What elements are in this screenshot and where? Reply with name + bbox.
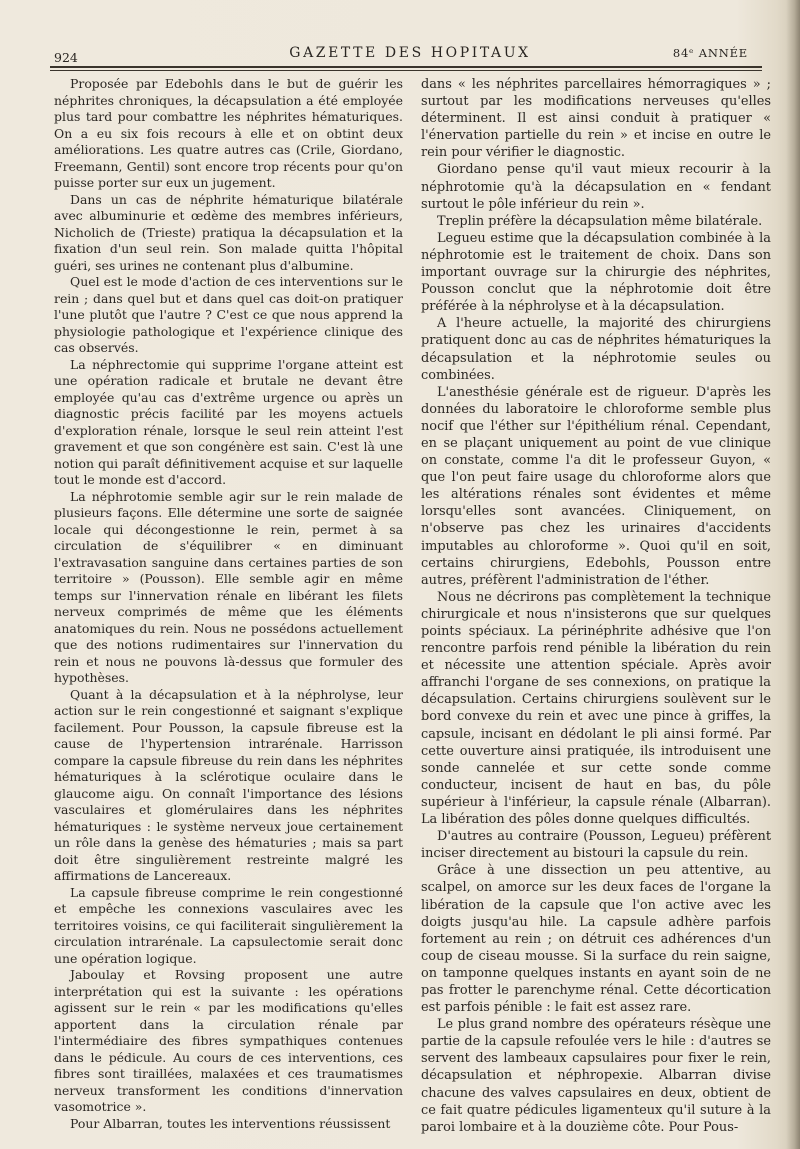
- paragraph: Grâce à une dissection un peu attentive, au scalpel, on amorce sur les deux faces de l'organe la libération de la capsule que l'on active avec les doigts jusqu'au hile. La capsule adhère parfois fortement au rein ; on détruit ces adhérences d'un coup de ciseau mousse. Si la surface du rein saigne, on tamponne quelques instants en ayant soin de ne pas frotter le parenchyme rénal. Cette décortication est parfois pénible : le fait est assez rare.: [421, 863, 771, 1016]
- paragraph: A l'heure actuelle, la majorité des chirurgiens pratiquent donc au cas de néphrites hématuriques la décapsulation et la néphrotomie seules ou combinées.: [421, 316, 771, 383]
- paragraph: Quant à la décapsulation et à la néphrolyse, leur action sur le rein congestionné et saignant s'explique facilement. Pour Pousson, la capsule fibreuse est la cause de l'hypertension intrarénale. Harrisson compare la capsule fibreuse du rein dans les néphrites hématuriques à la sclérotique oculaire dans le glaucome aigu. On connaît l'importance des lésions vasculaires et glomérulaires dans les néphrites hématuriques : le système nerveux joue certainement un rôle dans la genèse des hématuries ; mais sa part doit être singulièrement restreinte malgré les affirmations de Lancereaux.: [54, 686, 403, 883]
- paragraph: Legueu estime que la décapsulation combinée à la néphrotomie est le traitement de choix. Dans son important ouvrage sur la chirurgie des néphrites, Pousson conclut que la néphrotomie doit être préférée à la néphrolyse et à la décapsulation.: [421, 230, 771, 315]
- journal-title: GAZETTE DES HOPITAUX: [289, 45, 531, 61]
- paragraph: Nous ne décrirons pas complètement la technique chirurgicale et nous n'insisterons que sur quelques points spéciaux. La périnéphrite adhésive que l'on rencontre parfois rend pénible la libération du rein et nécessite une attention spéciale. Après avoir affranchi l'organe de ses connexions, on pratique la décapsulation. Certains chirurgiens soulèvent sur le bord convexe du rein et avec une pince à griffes, la capsule, incisant en dédolant le pli ainsi formé. Par cette ouverture ainsi pratiquée, ils introduisent une sonde cannelée et sur cette sonde comme conducteur, incisent de haut en bas, du pôle supérieur à l'inférieur, la capsule rénale (Albarran). La libération des pôles donne quelques difficultés.: [421, 589, 771, 828]
- right-column: [421, 76, 771, 1136]
- left-column: [54, 76, 403, 1132]
- paragraph: L'anesthésie générale est de rigueur. D'après les données du laboratoire le chloroforme semble plus nocif que l'éther sur l'épithélium rénal. Cependant, en se plaçant uniquement au point de vue clinique on constate, comme l'a dit le professeur Guyon, « que l'on peut faire usage du chloroforme alors que les altérations rénales sont évidentes et même lorsqu'elles sont avancées. Cliniquement, on n'observe pas chez les urinaires d'accidents imputables au chloroforme ». Quoi qu'il en soit, certains chirurgiens, Edebohls, Pousson entre autres, préfèrent l'administration de l'éther.: [421, 384, 771, 588]
- paragraph: Quel est le mode d'action de ces interventions sur le rein ; dans quel but et dans quel cas doit-on pratiquer l'une plutôt que l'autre ? C'est ce que nous apprend la physiologie pathologique et l'expérience clinique des cas observés.: [54, 274, 403, 355]
- paragraph: Le plus grand nombre des opérateurs résèque une partie de la capsule refoulée vers le hile : d'autres se servent des lambeaux capsulaires pour fixer le rein, décapsulation et néphropexie. Albarran divise chacune des valves capsulaires en deux, obtient de ce fait quatre pédicules ligamenteux qu'il suture à la paroi lombaire et à la douzième côte. Pour Pous-: [421, 1017, 771, 1135]
- header-rule-thin: [50, 70, 762, 71]
- paragraph: Dans un cas de néphrite hématurique bilatérale avec albuminurie et œdème des membres inférieurs, Nicholich de (Trieste) pratiqua la décapsulation et la fixation d'un seul rein. Son malade quitta l'hôpital guéri, ses urines ne contenant plus d'albumine.: [54, 191, 403, 273]
- paragraph: D'autres au contraire (Pousson, Legueu) préfèrent inciser directement au bistouri la capsule du rein.: [421, 829, 771, 862]
- paragraph: La néphrotomie semble agir sur le rein malade de plusieurs façons. Elle détermine une sorte de saignée locale qui décongestionne le rein, permet à sa circulation de s'équilibrer « en diminuant l'extravasation sanguine dans certaines parties de son territoire » (Pousson). Elle semble agir en même temps sur l'innervation rénale en libérant les filets nerveux comprimés de même que les éléments anatomiques du rein. Nous ne possédons actuellement que des notions rudimentaires sur l'innervation du rein et nous ne pouvons là-dessus que formuler des hypothèses.: [54, 488, 403, 685]
- year-label: 84ᵉ ANNÉE: [672, 46, 748, 60]
- paragraph: Giordano pense qu'il vaut mieux recourir à la néphrotomie qu'à la décapsulation en « fendant surtout le pôle inférieur du rein ».: [421, 162, 771, 212]
- page-edge-shadow: [786, 0, 800, 1149]
- paragraph: Proposée par Edebohls dans le but de guérir les néphrites chroniques, la décapsulation a été employée plus tard pour combattre les néphrites hématuriques. On a eu six fois recours à elle et on obtint deux améliorations. Les quatre autres cas (Crile, Giordano, Freemann, Gentil) sont encore trop récents pour qu'on puisse porter sur eux un jugement.: [54, 76, 403, 190]
- running-header: [50, 44, 770, 64]
- paragraph: Treplin préfère la décapsulation même bilatérale.: [437, 213, 763, 229]
- header-rule: [50, 66, 762, 68]
- paragraph: Pour Albarran, toutes les interventions réussissent: [70, 1115, 391, 1131]
- page-number: 924: [54, 50, 78, 65]
- paragraph: La capsule fibreuse comprime le rein congestionné et empêche les connexions vasculaires avec les territoires voisins, ce qui faciliterait singulièrement la circulation intrarénale. La capsulectomie serait donc une opération logique.: [54, 884, 403, 966]
- paragraph: La néphrectomie qui supprime l'organe atteint est une opération radicale et brutale ne devant être employée qu'au cas d'extrême urgence ou après un diagnostic précis facilité par les moyens actuels d'exploration rénale, lorsque le seul rein atteint l'est gravement et que son congénère est sain. C'est là une notion qui paraît définitivement acquise et sur laquelle tout le monde est d'accord.: [54, 356, 403, 487]
- paragraph: Jaboulay et Rovsing proposent une autre interprétation qui est la suivante : les opérations agissent sur le rein « par les modifications qu'elles apportent dans la circulation rénale par l'intermédiaire des fibres sympathiques contenues dans le pédicule. Au cours de ces interventions, ces fibres sont tiraillées, malaxées et ces traumatismes nerveux transforment les conditions d'innervation vasomotrice ».: [54, 967, 403, 1114]
- paragraph-continuation: dans « les néphrites parcellaires hémorragiques » ; surtout par les modifications nerveuses qu'elles déterminent. Il est ainsi conduit à pratiquer « l'énervation partielle du rein » et incise en outre le rein pour vérifier le diagnostic.: [421, 77, 771, 161]
